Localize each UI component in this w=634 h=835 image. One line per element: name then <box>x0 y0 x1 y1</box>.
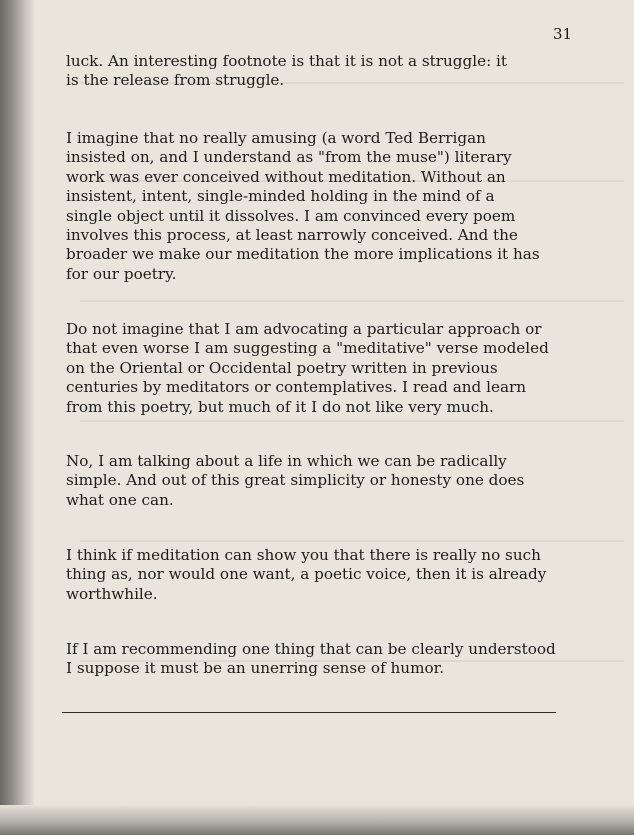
paragraph-sense-of-humor: If I am recommending one thing that can be clearly understood I suppose it must be an unerring sense of humor. <box>66 640 556 678</box>
paragraph-radically-simple: No, I am talking about a life in which we can be radically simple. And out of this great simplicity or honesty one does what one can. <box>66 452 525 509</box>
paragraph-not-advocating: Do not imagine that I am advocating a particular approach or that even worse I am suggesting a "meditative" verse modeled on the Oriental or Occidental poetry written in previous centuries by meditators or contemplatives. I read and learn from this poetry, but much of it I do not like very much. <box>66 320 549 416</box>
footnote-rule <box>62 712 556 713</box>
show-through-text <box>80 540 624 542</box>
paragraph-meditation-and-poetry: I imagine that no really amusing (a word Ted Berrigan insisted on, and I understand as "from the muse") literary work was ever conceived without meditation. Without an insistent, intent, single-minded holding in the mind of a single object until it dissolves. I am convinced every poem involves this process, at least narrowly conceived. And the broader we make our meditation the more implications it has for our poetry. <box>66 129 540 283</box>
paragraph-release-from-struggle: luck. An interesting footnote is that it is not a struggle: it is the release from struggle. <box>66 52 507 90</box>
page-bottom-edge <box>0 805 634 835</box>
show-through-text <box>80 420 624 422</box>
show-through-text <box>80 300 624 302</box>
page-number: 31 <box>553 25 573 43</box>
book-spine-shadow <box>0 0 34 835</box>
paragraph-poetic-voice: I think if meditation can show you that there is really no such thing as, nor would one want, a poetic voice, then it is already worthwhile. <box>66 546 547 603</box>
